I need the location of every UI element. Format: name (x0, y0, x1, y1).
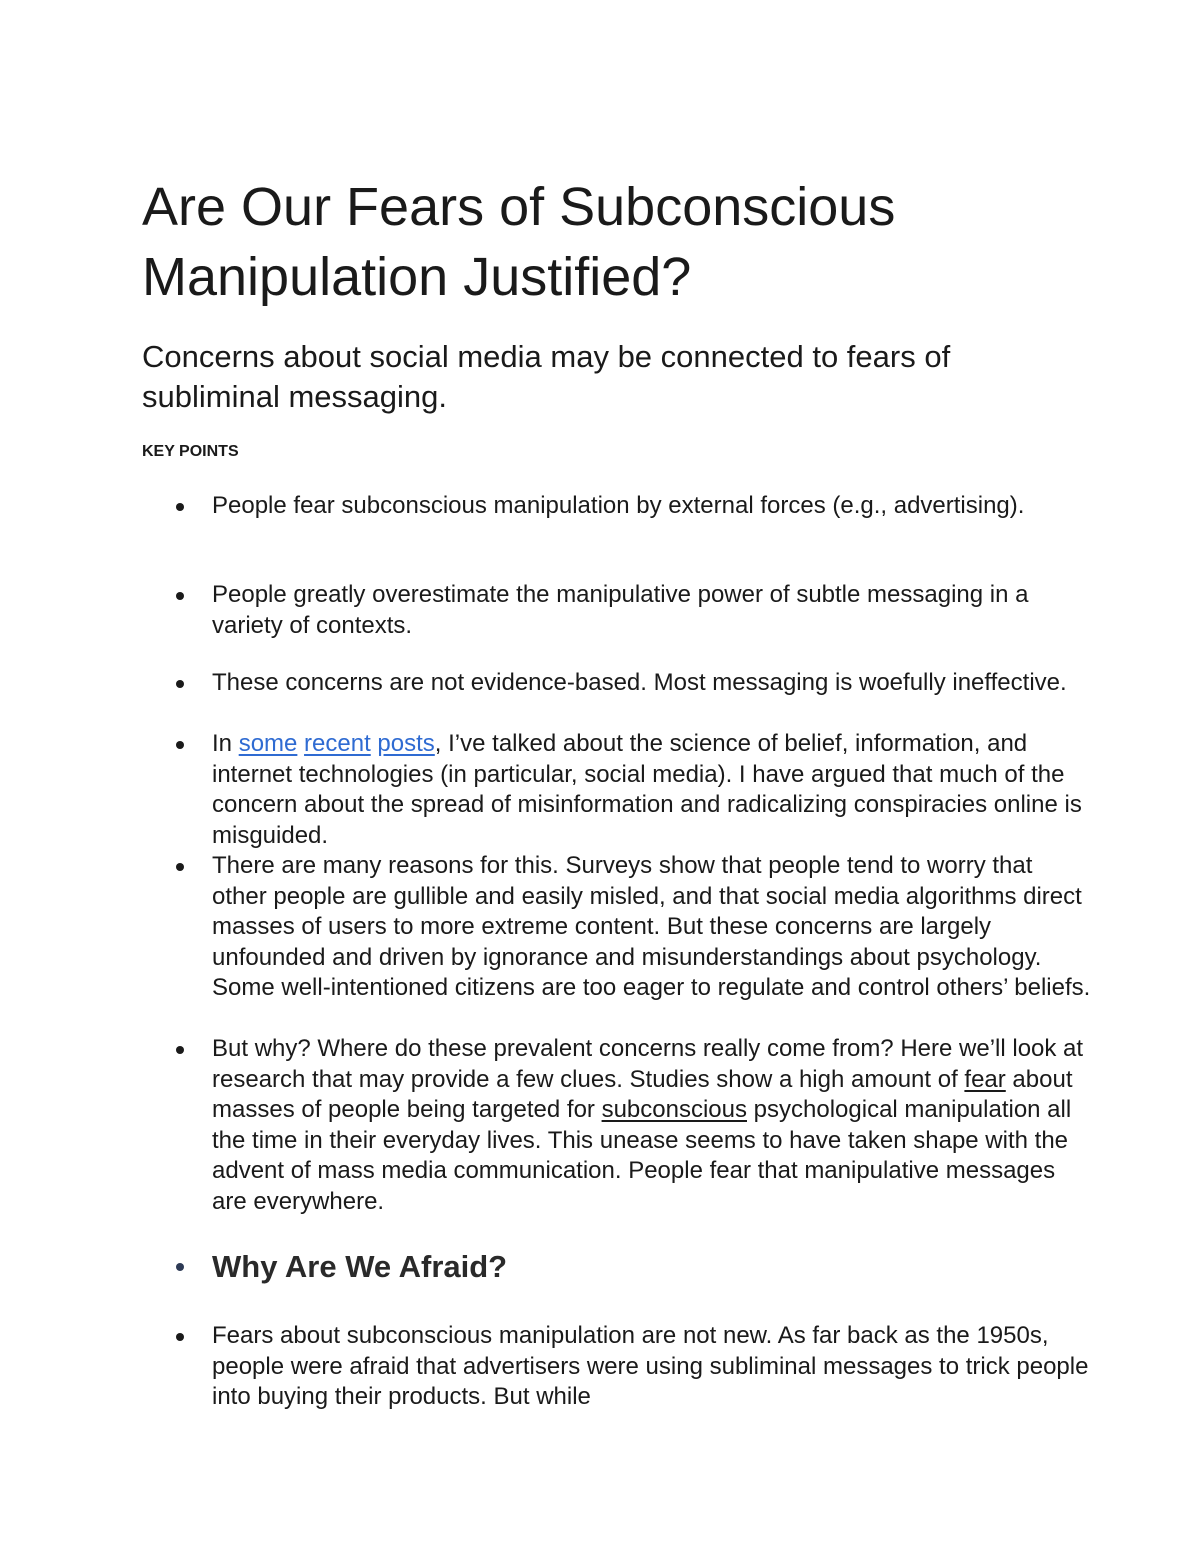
paragraph-text: , I’ve talked about the science of belief, information, and internet technologies (in particular, social media). I have argued that much of the concern about the spread of misinformation and radicalizing conspiracies online is misguided. (212, 730, 1082, 849)
body-paragraph-item (212, 729, 1092, 851)
body-paragraph-item: Fears about subconscious manipulation are not new. As far back as the 1950s, people were afraid that advertisers were using subliminal messages to trick people into buying their products. But while (212, 1321, 1092, 1413)
article-subtitle: Concerns about social media may be connected to fears of subliminal messaging. (142, 339, 951, 414)
paragraph-text: But why? Where do these prevalent concerns really come from? Here we’ll look at research that may provide a few clues. Studies show a high amount of (212, 1035, 1084, 1093)
paragraph-text: In (212, 730, 239, 757)
link-recent[interactable]: recent (304, 730, 371, 757)
key-points-label: KEY POINTS (142, 443, 239, 460)
term-subconscious: subconscious (601, 1096, 747, 1124)
key-point-item: People fear subconscious manipulation by external forces (e.g., advertising). (212, 491, 1092, 522)
key-point-item: People greatly overestimate the manipulative power of subtle messaging in a variety of contexts. (212, 580, 1092, 641)
body-paragraph-item: There are many reasons for this. Surveys show that people tend to worry that other people are gullible and easily misled, and that social media algorithms direct masses of users to more extreme content. But these concerns are largely unfounded and driven by ignorance and misunderstandings about psychology. Some well-intentioned citizens are too eager to regulate and control others’ beliefs. (212, 851, 1092, 1004)
paragraph-text: about masses of people being targeted for (212, 1065, 1073, 1124)
term-fear: fear (964, 1065, 1006, 1093)
section-heading: Why Are We Afraid? (212, 1248, 1092, 1286)
paragraph-text: psychological manipulation all the time in their everyday lives. This unease seems to have taken shape with the advent of mass media communication. People fear that manipulative messages are everywhere. (212, 1096, 1072, 1215)
key-point-item: These concerns are not evidence-based. Most messaging is woefully ineffective. (212, 668, 1092, 699)
link-some[interactable]: some (238, 730, 298, 757)
link-posts[interactable]: posts (377, 730, 435, 757)
article-title: Are Our Fears of Subconscious Manipulation Justified? (142, 177, 896, 307)
body-paragraph-item (212, 1034, 1092, 1218)
